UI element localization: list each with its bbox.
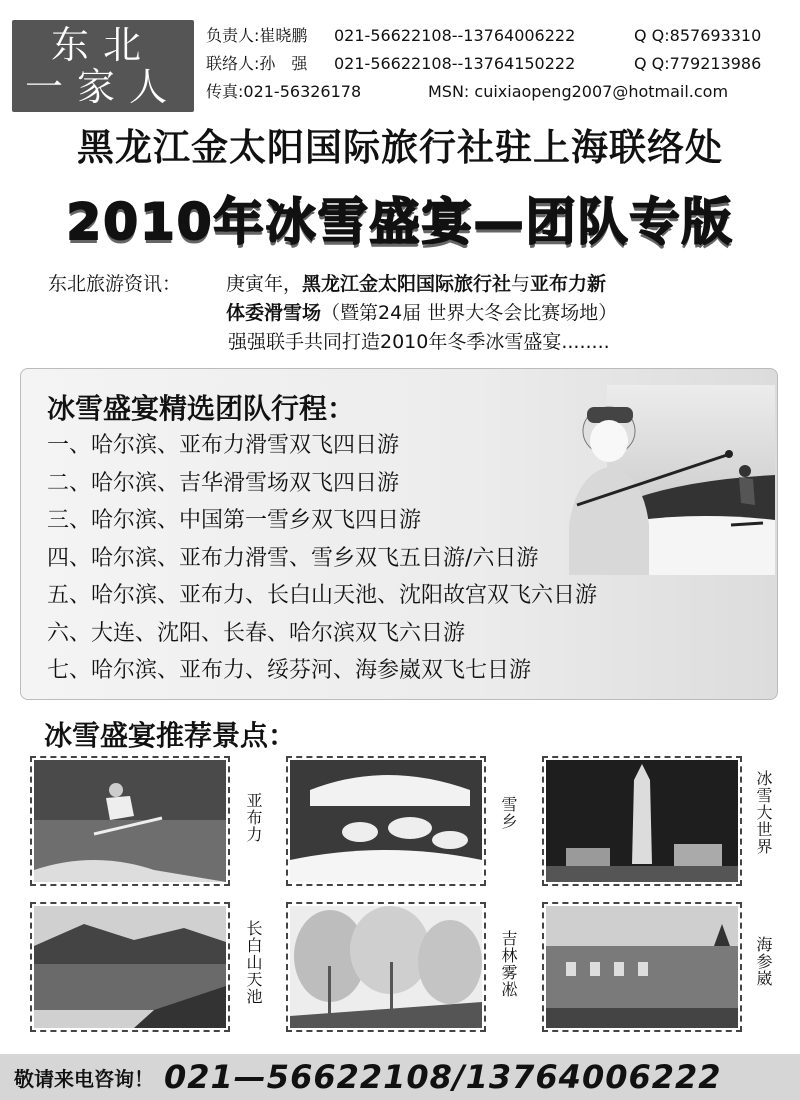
contact-qq: Q Q:857693310 <box>634 26 762 45</box>
logo-line-1: 东北 <box>50 23 155 67</box>
logo <box>12 20 194 112</box>
itinerary-item: 四、哈尔滨、亚布力滑雪、雪乡双飞五日游/六日游 <box>47 545 539 571</box>
news-resort: 亚布力新 <box>530 273 607 295</box>
itinerary-item: 六、大连、沈阳、长春、哈尔滨双飞六日游 <box>47 620 466 646</box>
logo-line-2: 一家人 <box>24 65 181 109</box>
spot-card-yabuli <box>30 756 230 886</box>
contact-phone: 021-56622108--13764006222 <box>334 26 576 45</box>
itinerary-item: 二、哈尔滨、吉华滑雪场双飞四日游 <box>47 470 400 496</box>
contact-label: 联络人:孙 强 <box>206 54 308 73</box>
news-text: （暨第24届 世界大冬会比赛场地） <box>321 302 618 324</box>
itinerary-list <box>47 427 597 690</box>
news-agency: 黑龙江金太阳国际旅行社 <box>302 273 512 295</box>
spot-card-rime <box>286 902 486 1032</box>
contact-row-fax <box>206 78 761 106</box>
contact-msn: MSN: cuixiaopeng2007@hotmail.com <box>428 82 729 101</box>
footer-bar <box>0 1054 800 1100</box>
spots-title: 冰雪盛宴推荐景点： <box>44 719 297 752</box>
spot-card-vladivostok <box>542 902 742 1032</box>
spot-card-tianchi <box>30 902 230 1032</box>
contact-block <box>206 22 761 106</box>
news-text: 庚寅年， <box>226 273 303 295</box>
itinerary-title: 冰雪盛宴精选团队行程： <box>47 392 356 425</box>
contact-qq: Q Q:779213986 <box>634 54 762 73</box>
footer-phone: 021—56622108/13764006222 <box>164 1058 722 1096</box>
spot-card-ice-world <box>542 756 742 886</box>
org-title: 黑龙江金太阳国际旅行社驻上海联络处 <box>77 126 723 169</box>
lake-photo <box>34 906 226 1028</box>
news-label: 东北旅游资讯： <box>48 273 182 295</box>
itinerary-panel <box>20 368 778 700</box>
spot-label: 雪乡 <box>499 796 518 830</box>
spot-label: 冰雪大世界 <box>754 770 773 855</box>
contact-row-manager <box>206 22 761 50</box>
spot-label: 亚布力 <box>244 792 263 843</box>
banner-title: 2010年冰雪盛宴—团队专版 <box>66 193 734 251</box>
ski-jump-photo <box>34 760 226 882</box>
spot-card-xuexiang <box>286 756 486 886</box>
news-resort-cont: 体委滑雪场 <box>226 302 322 324</box>
itinerary-item: 一、哈尔滨、亚布力滑雪双飞四日游 <box>47 433 400 458</box>
news-text: 与 <box>511 273 531 295</box>
itinerary-item: 七、哈尔滨、亚布力、绥芬河、海参崴双飞七日游 <box>47 658 532 683</box>
contact-phone: 021-56622108--13764150222 <box>334 54 576 73</box>
spot-label: 海参崴 <box>754 936 773 987</box>
news-paragraph <box>48 270 617 357</box>
rime-trees-photo <box>290 906 482 1028</box>
ice-world-photo <box>546 760 738 882</box>
footer-ask: 敬请来电咨询！ <box>14 1066 154 1091</box>
itinerary-item: 三、哈尔滨、中国第一雪乡双飞四日游 <box>47 508 422 533</box>
news-text: 强强联手共同打造2010年冬季冰雪盛宴........ <box>228 331 610 353</box>
vladivostok-photo <box>546 906 738 1028</box>
contact-label: 负责人:崔晓鹏 <box>206 26 308 45</box>
spot-label: 长白山天池 <box>244 920 263 1005</box>
spot-label: 吉林雾凇 <box>499 930 518 998</box>
itinerary-item: 五、哈尔滨、亚布力、长白山天池、沈阳故宫双飞六日游 <box>47 583 598 608</box>
contact-fax: 传真:021-56326178 <box>206 82 362 101</box>
contact-row-liaison <box>206 50 761 78</box>
snow-village-photo <box>290 760 482 882</box>
